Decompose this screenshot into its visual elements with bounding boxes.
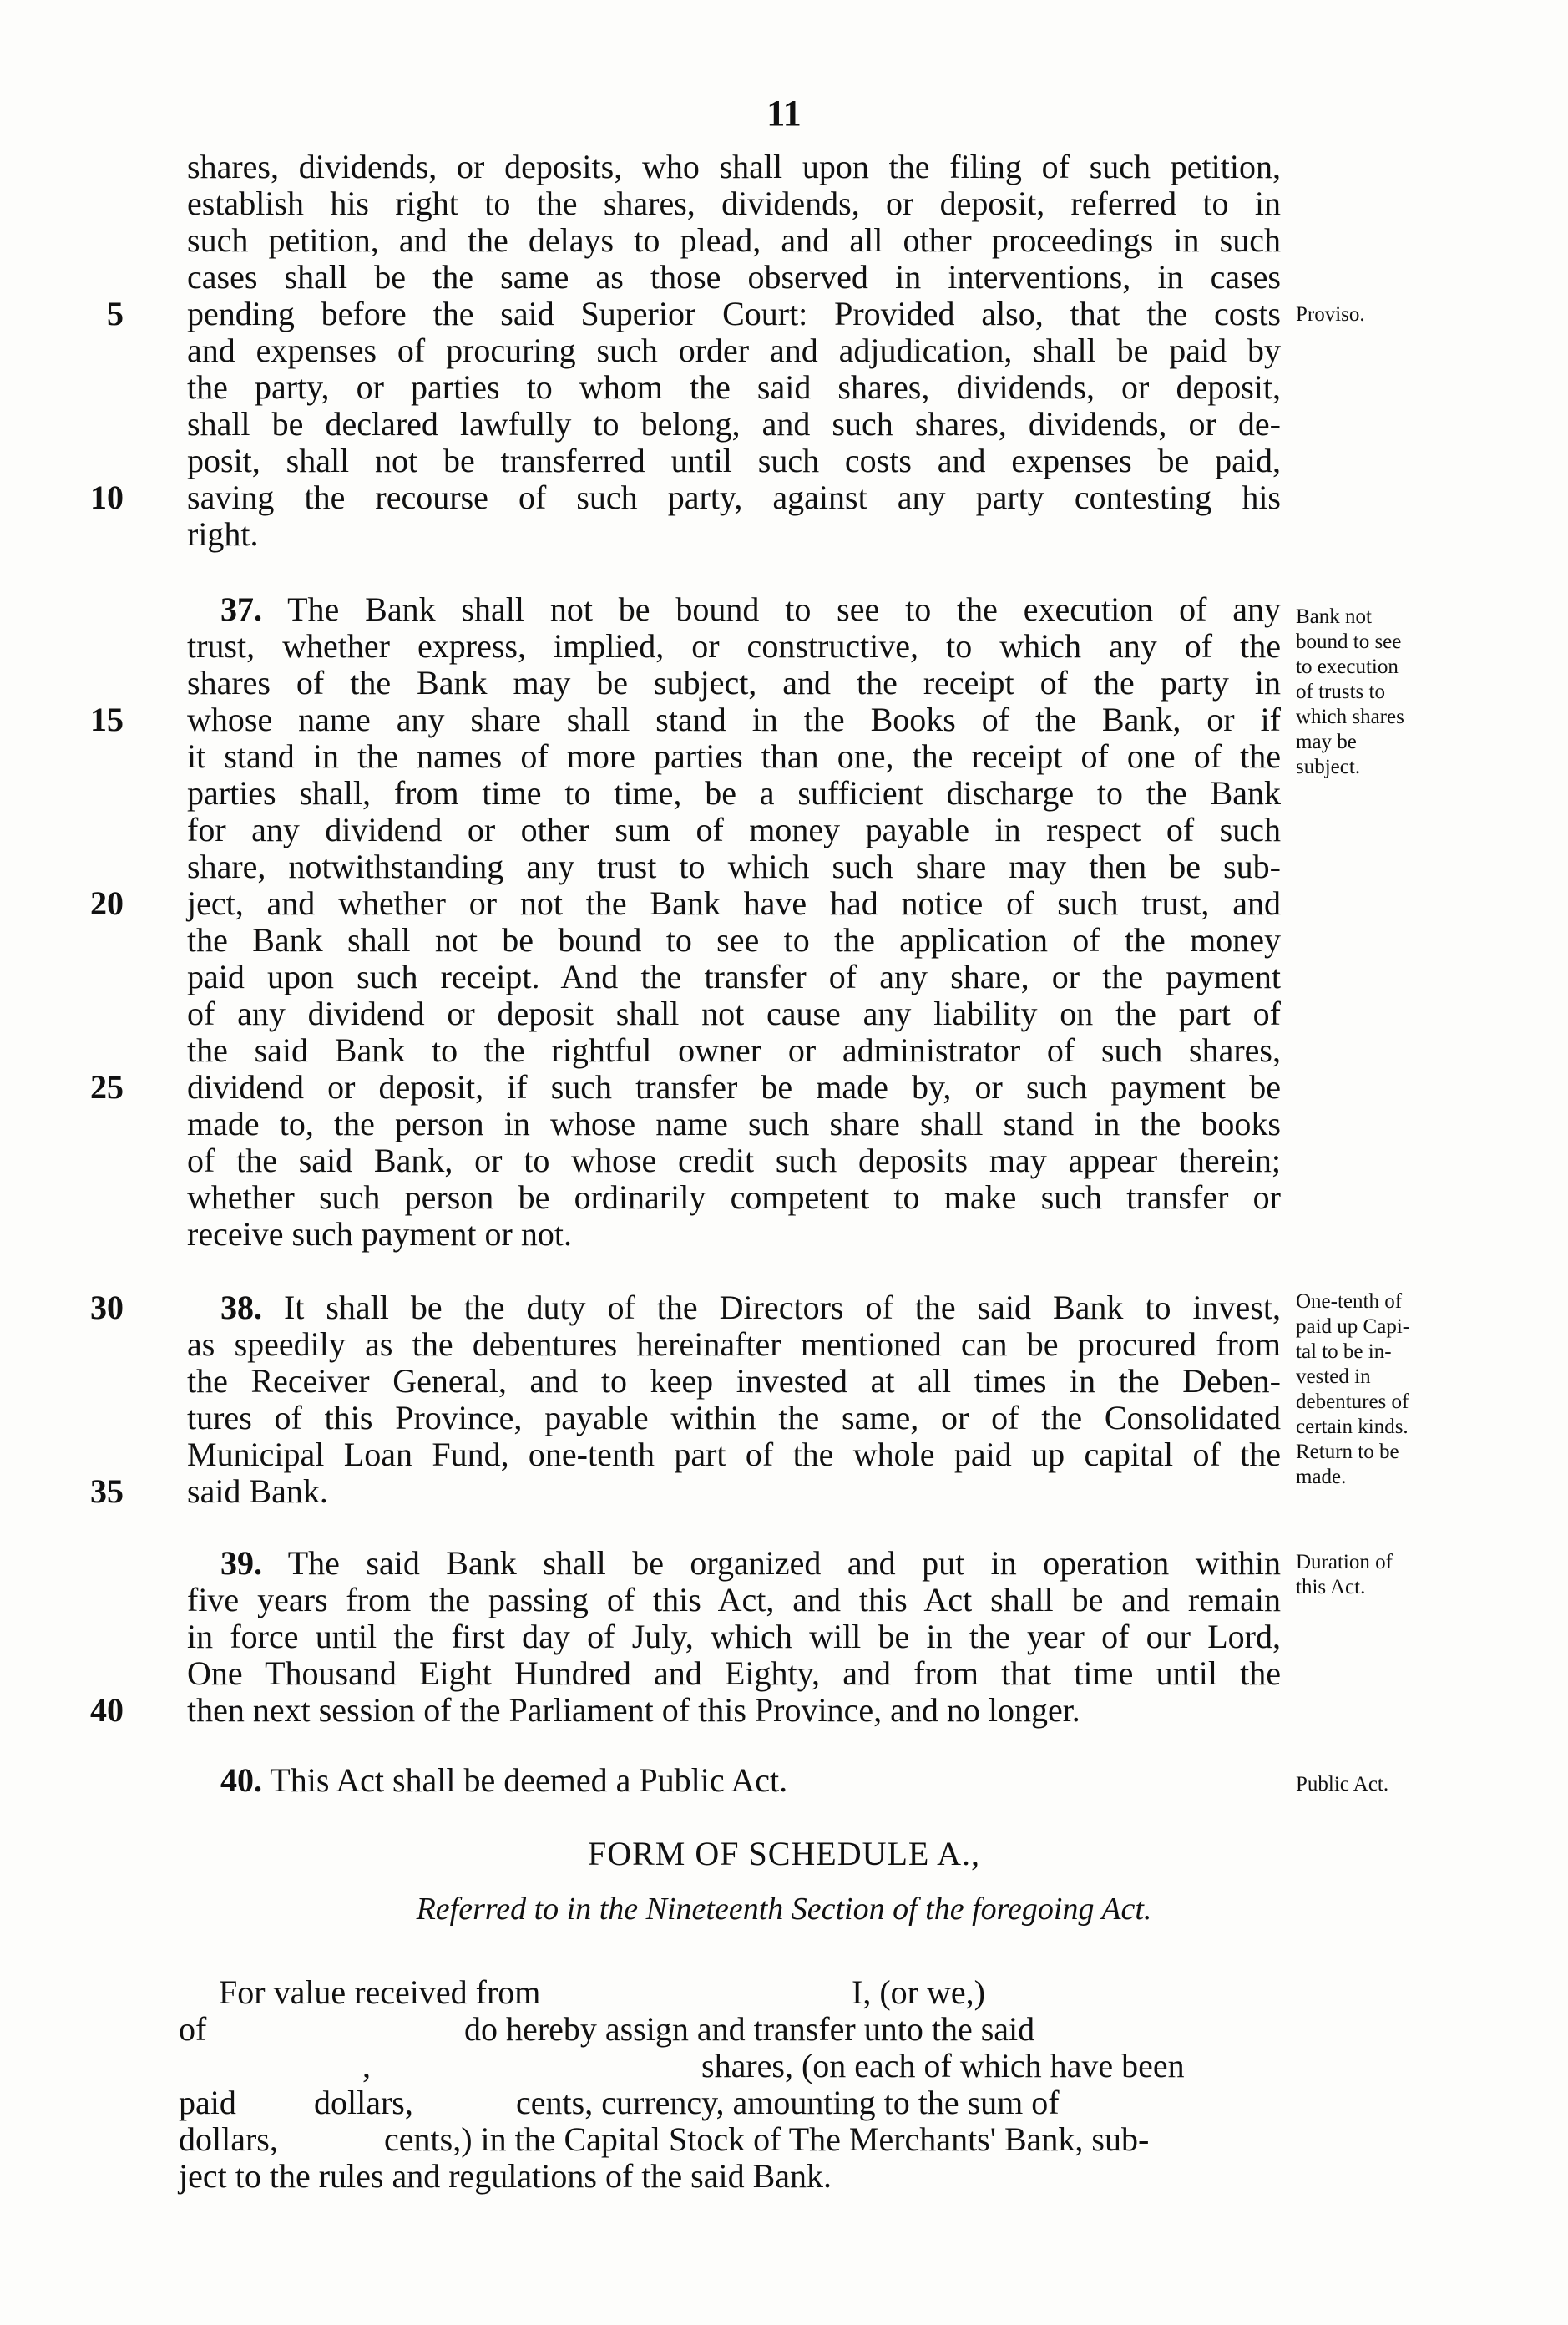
margin-note-line: certain kinds.: [1296, 1416, 1409, 1438]
body-line: made to, the person in whose name such share shall stand in the books: [187, 1105, 1281, 1142]
section-first-line: [220, 591, 1281, 628]
body-line: trust, whether express, implied, or constructive, to which any of the: [187, 627, 1281, 665]
page-number: 11: [766, 93, 802, 134]
margin-note-line: Return to be: [1296, 1441, 1399, 1463]
form-text: paid: [179, 2084, 236, 2121]
body-line: for any dividend or other sum of money payable in respect of such: [187, 811, 1281, 848]
margin-note-line: Bank not: [1296, 605, 1372, 628]
body-line: establish his right to the shares, dividends, or deposit, referred to in: [187, 185, 1281, 222]
margin-note-line: bound to see: [1296, 631, 1402, 653]
margin-note-proviso: [1296, 302, 1568, 327]
body-line: dividend or deposit, if such transfer be made by, or such payment be: [187, 1068, 1281, 1106]
body-line: receive such payment or not.: [187, 1215, 572, 1253]
section-number: 37.: [220, 590, 262, 628]
body-line: of the said Bank, or to whose credit such deposits may appear therein;: [187, 1142, 1281, 1179]
section-first-line: [220, 1545, 1281, 1582]
form-text: dollars,: [179, 2120, 278, 2158]
line-number: 35: [90, 1472, 124, 1510]
margin-note-line: One-tenth of: [1296, 1290, 1403, 1313]
body-line: One Thousand Eight Hundred and Eighty, and from that time until the: [187, 1654, 1281, 1692]
section-number: 39.: [220, 1544, 262, 1582]
margin-note-line: which shares: [1296, 706, 1404, 728]
section-number: 40.: [220, 1761, 262, 1799]
margin-note-line: to execution: [1296, 656, 1399, 678]
form-text: I, (or we,): [852, 1973, 985, 2011]
margin-note-section-39: [1296, 1550, 1568, 1600]
body-line: the said Bank to the rightful owner or administrator of such shares,: [187, 1031, 1281, 1069]
schedule-title: FORM OF SCHEDULE A.,: [587, 1835, 981, 1872]
body-line: shall be declared lawfully to belong, and such shares, dividends, or de-: [187, 405, 1281, 443]
form-text: of: [179, 2010, 207, 2048]
body-line: pending before the said Superior Court: Provided also, that the costs: [187, 295, 1281, 332]
body-line: five years from the passing of this Act, and this Act shall be and remain: [187, 1581, 1281, 1618]
margin-note-line: may be: [1296, 731, 1357, 753]
line-number: 5: [107, 295, 124, 332]
margin-note-section-40: [1296, 1772, 1568, 1797]
body-line: ject, and whether or not the Bank have had notice of such trust, and: [187, 884, 1281, 922]
form-text: ,: [362, 2047, 371, 2084]
body-line: paid upon such receipt. And the transfer of any share, or the payment: [187, 958, 1281, 995]
line-number: 10: [90, 479, 124, 516]
margin-note-line: subject.: [1296, 756, 1361, 778]
section-first-line: [220, 1289, 1281, 1326]
form-text: do hereby assign and transfer unto the said: [464, 2010, 1035, 2048]
body-line: in force until the first day of July, which will be in the year of our Lord,: [187, 1618, 1281, 1655]
margin-note-line: this Act.: [1296, 1576, 1366, 1598]
form-text: For value received from: [219, 1973, 541, 2011]
section-lead-text: This Act shall be deemed a Public Act.: [270, 1761, 788, 1799]
margin-note-section-38: [1296, 1289, 1568, 1490]
section-lead-text: It shall be the duty of the Directors of the said Bank to invest,: [283, 1289, 1281, 1326]
body-line: cases shall be the same as those observed in interventions, in cases: [187, 258, 1281, 296]
line-number: 40: [90, 1691, 124, 1729]
schedule-subtitle: Referred to in the Nineteenth Section of the foregoing Act.: [416, 1892, 1152, 1927]
margin-note-line: Duration of: [1296, 1551, 1393, 1573]
body-line: of any dividend or deposit shall not cause any liability on the part of: [187, 995, 1281, 1032]
body-line: and expenses of procuring such order and adjudication, shall be paid by: [187, 332, 1281, 369]
margin-note-line: of trusts to: [1296, 681, 1385, 703]
form-text: cents,) in the Capital Stock of The Merchants' Bank, sub-: [384, 2120, 1150, 2158]
body-line: share, notwithstanding any trust to which such share may then be sub-: [187, 848, 1281, 885]
body-line: said Bank.: [187, 1472, 328, 1510]
body-line: saving the recourse of such party, against any party contesting his: [187, 479, 1281, 516]
section-number: 38.: [220, 1289, 262, 1326]
form-text: dollars,: [314, 2084, 413, 2121]
margin-note-line: tal to be in-: [1296, 1340, 1392, 1363]
body-line: right.: [187, 515, 259, 553]
body-line: parties shall, from time to time, be a sufficient discharge to the Bank: [187, 774, 1281, 812]
body-line: tures of this Province, payable within the same, or of the Consolidated: [187, 1399, 1281, 1436]
line-number: 15: [90, 701, 124, 738]
section-first-line: [220, 1762, 1281, 1799]
body-line: such petition, and the delays to plead, and all other proceedings in such: [187, 221, 1281, 259]
margin-note-section-37: [1296, 605, 1568, 780]
margin-note-line: Public Act.: [1296, 1773, 1389, 1796]
body-line: Municipal Loan Fund, one-tenth part of the whole paid up capital of the: [187, 1436, 1281, 1473]
margin-note-line: debentures of: [1296, 1390, 1409, 1413]
body-line: whose name any share shall stand in the Books of the Bank, or if: [187, 701, 1281, 738]
line-number: 25: [90, 1068, 124, 1106]
body-line: whether such person be ordinarily competent to make such transfer or: [187, 1178, 1281, 1216]
form-text: ject to the rules and regulations of the said Bank.: [179, 2157, 832, 2195]
margin-note-line: made.: [1296, 1466, 1347, 1488]
form-text: cents, currency, amounting to the sum of: [516, 2084, 1060, 2121]
margin-note-line: Proviso.: [1296, 303, 1365, 326]
body-line: shares of the Bank may be subject, and the receipt of the party in: [187, 664, 1281, 702]
body-line: the Bank shall not be bound to see to the application of the money: [187, 921, 1281, 959]
body-line: as speedily as the debentures hereinafter mentioned can be procured from: [187, 1325, 1281, 1363]
body-line: shares, dividends, or deposits, who shall upon the filing of such petition,: [187, 148, 1281, 185]
body-line: posit, shall not be transferred until such costs and expenses be paid,: [187, 442, 1281, 479]
body-line: then next session of the Parliament of this Province, and no longer.: [187, 1691, 1080, 1729]
line-number: 20: [90, 884, 124, 922]
body-line: the party, or parties to whom the said shares, dividends, or deposit,: [187, 368, 1281, 406]
body-line: it stand in the names of more parties than one, the receipt of one of the: [187, 737, 1281, 775]
section-lead-text: The Bank shall not be bound to see to the execution of any: [287, 590, 1282, 628]
margin-note-line: paid up Capi-: [1296, 1315, 1410, 1338]
body-line: the Receiver General, and to keep invested at all times in the Deben-: [187, 1362, 1281, 1400]
form-text: shares, (on each of which have been: [701, 2047, 1185, 2084]
margin-note-line: vested in: [1296, 1365, 1371, 1388]
line-number: 30: [90, 1289, 124, 1326]
section-lead-text: The said Bank shall be organized and put in operation within: [287, 1544, 1281, 1582]
